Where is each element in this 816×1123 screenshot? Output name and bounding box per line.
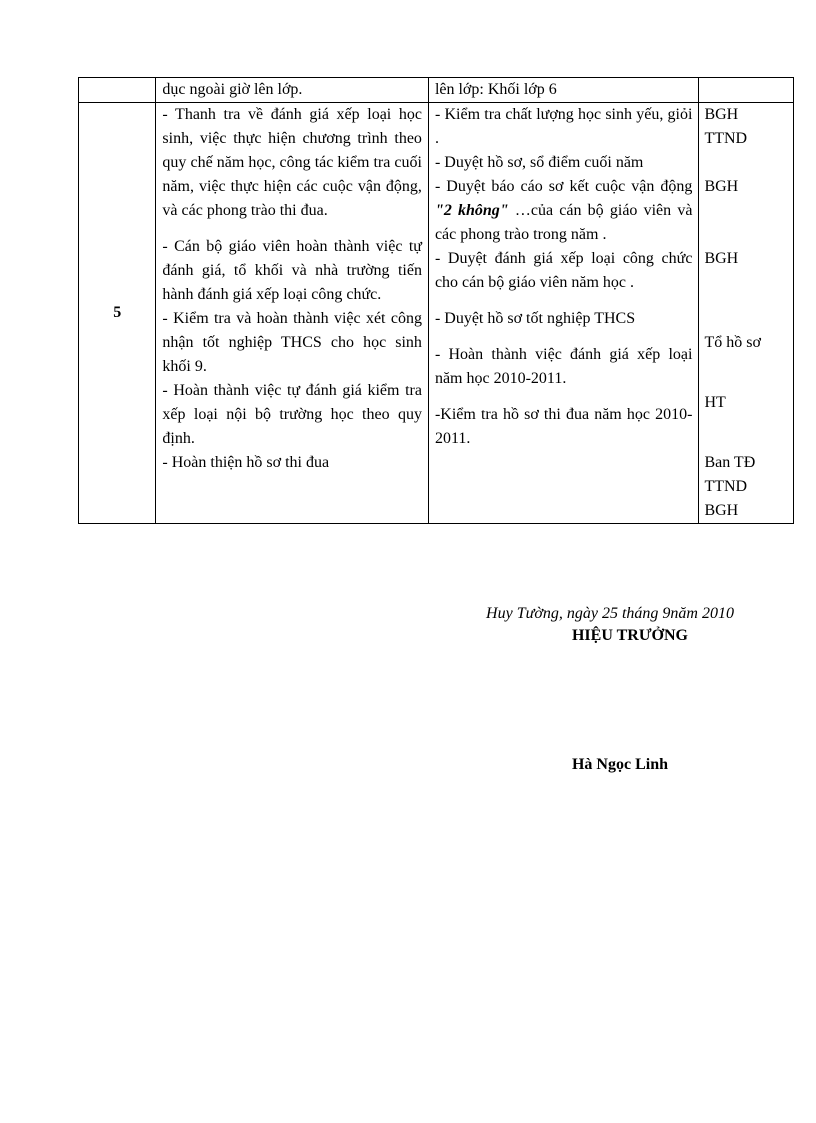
measures-text: lên lớp: Khối lớp 6 <box>434 81 557 98</box>
measure-text: …của cán bộ giáo viên và các phong trào trong năm . <box>434 202 693 243</box>
content-cell <box>156 78 429 103</box>
campaign-name: "2 không" <box>434 202 509 219</box>
signature-date: Huy Tường, ngày 25 tháng 9năm 2010 <box>486 605 734 622</box>
month-cell <box>79 78 156 103</box>
responsible-text: BGH <box>704 502 739 519</box>
measure-item: - Hoàn thành việc đánh giá xếp loại năm học 2010-2011. <box>434 346 693 387</box>
measures-cell <box>428 78 699 103</box>
measure-item: - Kiểm tra chất lượng học sinh yếu, giỏi . <box>434 106 693 147</box>
measure-item <box>435 175 693 247</box>
responsible-text: BGH <box>704 250 739 267</box>
responsible-cell <box>699 78 794 103</box>
measure-item: - Duyệt đánh giá xếp loại công chức cho cán bộ giáo viên năm học . <box>434 250 693 291</box>
month-number: 5 <box>113 304 122 321</box>
responsible-text: Ban TĐ <box>704 454 756 471</box>
content-item: - Cán bộ giáo viên hoàn thành việc tự đánh giá, tổ khối và nhà trường tiến hành đánh giá xếp loại công chức. <box>162 238 422 303</box>
signature-title: HIỆU TRƯỞNG <box>571 627 688 644</box>
plan-table <box>78 77 794 524</box>
responsible-text: TTND <box>704 478 748 495</box>
measure-text: - Duyệt báo cáo sơ kết cuộc vận động <box>434 178 693 195</box>
measure-item: - Duyệt hồ sơ, sổ điểm cuối năm <box>434 154 644 171</box>
responsible-text: Tổ hồ sơ <box>704 334 761 351</box>
responsible-cell <box>699 103 794 524</box>
table-row <box>79 78 794 103</box>
responsible-text: BGH <box>704 178 739 195</box>
content-item: - Kiểm tra và hoàn thành việc xét công nhận tốt nghiệp THCS cho học sinh khối 9. <box>162 310 422 375</box>
content-item: - Hoàn thành việc tự đánh giá kiểm tra xếp loại nội bộ trường học theo quy định. <box>162 382 422 447</box>
content-item: - Hoàn thiện hồ sơ thi đua <box>162 454 330 471</box>
signature-name: Hà Ngọc Linh <box>571 756 668 773</box>
measure-item: - Duyệt hồ sơ tốt nghiệp THCS <box>434 310 636 327</box>
content-cell <box>156 103 429 524</box>
measures-cell <box>428 103 699 524</box>
content-text: dục ngoài giờ lên lớp. <box>162 81 303 98</box>
responsible-text: BGH <box>704 106 739 123</box>
month-cell <box>79 103 156 524</box>
responsible-text: HT <box>704 394 726 411</box>
measure-item: -Kiểm tra hồ sơ thi đua năm học 2010-2011. <box>434 406 693 447</box>
table-row <box>79 103 794 524</box>
content-item: - Thanh tra về đánh giá xếp loại học sinh, việc thực hiện chương trình theo quy chế năm học, công tác kiểm tra cuối năm, việc thực hiện các cuộc vận động, và các phong trào thi đua. <box>162 106 422 219</box>
responsible-text: TTND <box>704 130 748 147</box>
